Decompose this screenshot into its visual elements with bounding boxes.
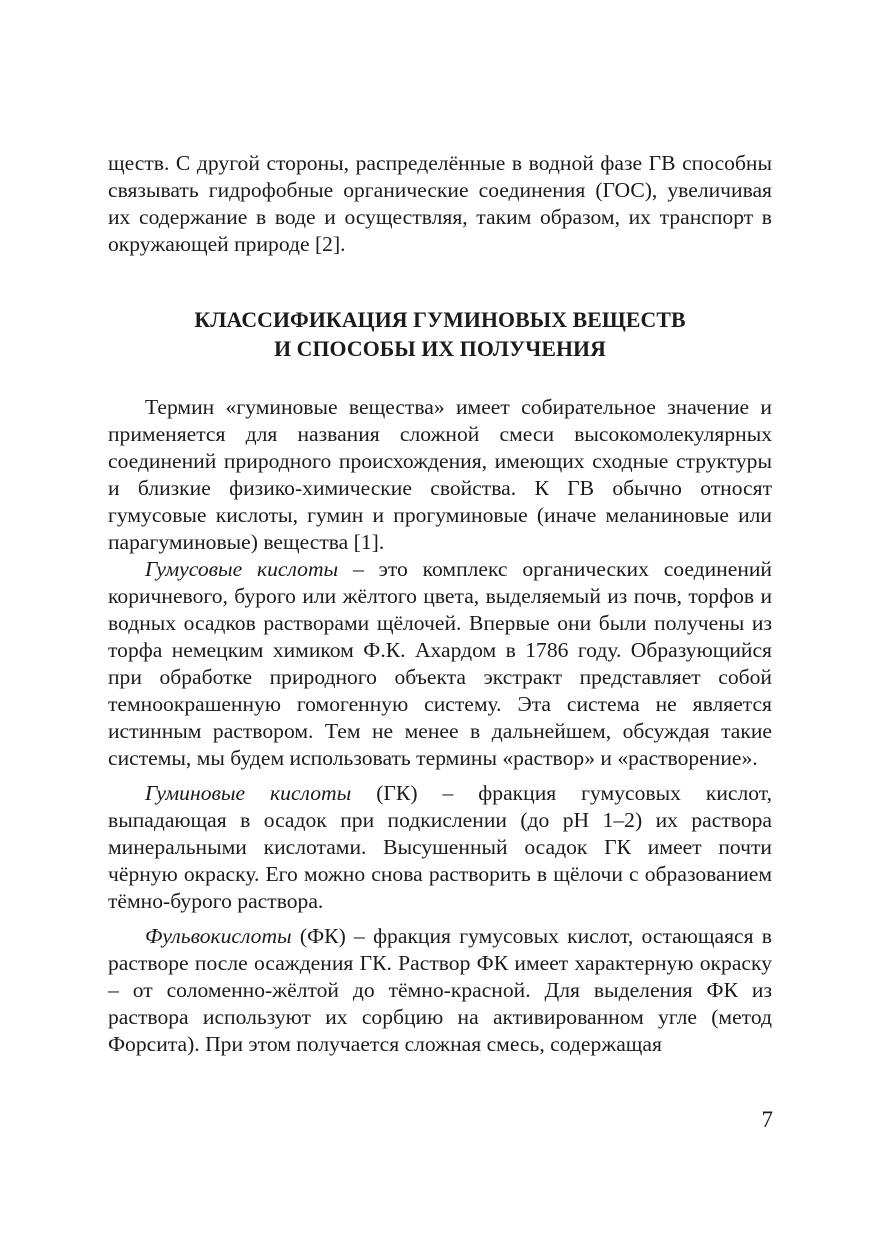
- term-humic-acids: Гуминовые кислоты: [145, 781, 352, 805]
- section-heading-line-1: КЛАССИФИКАЦИЯ ГУМИНОВЫХ ВЕЩЕСТВ: [194, 308, 686, 332]
- term-fulvic-acids: Фульвокислоты: [145, 924, 292, 948]
- page-content: [108, 150, 772, 1058]
- term-humus-acids: Гумусовые кислоты: [145, 557, 339, 581]
- paragraph-fulvic-acids-text: (ФК) – фракция гумусовых кислот, остающаяся в растворе после осаждения ГК. Раствор ФК имеет характерную окраску – от соломенно-жёлтой до тёмно-красной. Для выделения ФК из раствора используют их сорбцию на активированном угле (метод Форсита). При этом получается сложная смесь, содержащая: [108, 924, 772, 1056]
- paragraph-humus-acids: [108, 556, 772, 772]
- continued-paragraph: ществ. С другой стороны, распределённые в водной фазе ГВ способны связывать гидрофобные органические соединения (ГОС), увеличивая их содержание в воде и осуществляя, таким образом, их транспорт в окружающей природе [2].: [108, 151, 772, 256]
- paragraph-humic-substances-term: Термин «гуминовые вещества» имеет собирательное значение и применяется для названия сложной смеси высокомолекулярных соединений природного происхождения, имеющих сходные структуры и близкие физико-химические свойства. К ГВ обычно относят гумусовые кислоты, гумин и прогуминовые (иначе меланиновые или парагуминовые) вещества [1].: [108, 395, 772, 554]
- page-number: 7: [761, 1107, 773, 1132]
- paragraph-humus-acids-text: – это комплекс органических соединений коричневого, бурого или жёлтого цвета, выделяемый из почв, торфов и водных осадков растворами щёлочей. Впервые они были получены из торфа немецким химиком Ф.К. Ахардом в 1786 году. Образующийся при обработке природного объекта экстракт представляет собой темноокрашенную гомогенную систему. Эта система не является истинным раствором. Тем не менее в дальнейшем, обсуждая такие системы, мы будем использовать термины «раствор» и «растворение».: [108, 557, 772, 770]
- section-heading-line-2: И СПОСОБЫ ИХ ПОЛУЧЕНИЯ: [274, 337, 606, 361]
- section-heading: [108, 306, 772, 364]
- paragraph-fulvic-acids: [108, 923, 772, 1058]
- paragraph-humic-acids-text: (ГК) – фракция гумусовых кислот, выпадающая в осадок при подкислении (до рН 1–2) их раствора минеральными кислотами. Высушенный осадок ГК имеет почти чёрную окраску. Его можно снова растворить в щёлочи с образованием тёмно-бурого раствора.: [108, 781, 773, 913]
- paragraph-humic-acids: [108, 780, 772, 915]
